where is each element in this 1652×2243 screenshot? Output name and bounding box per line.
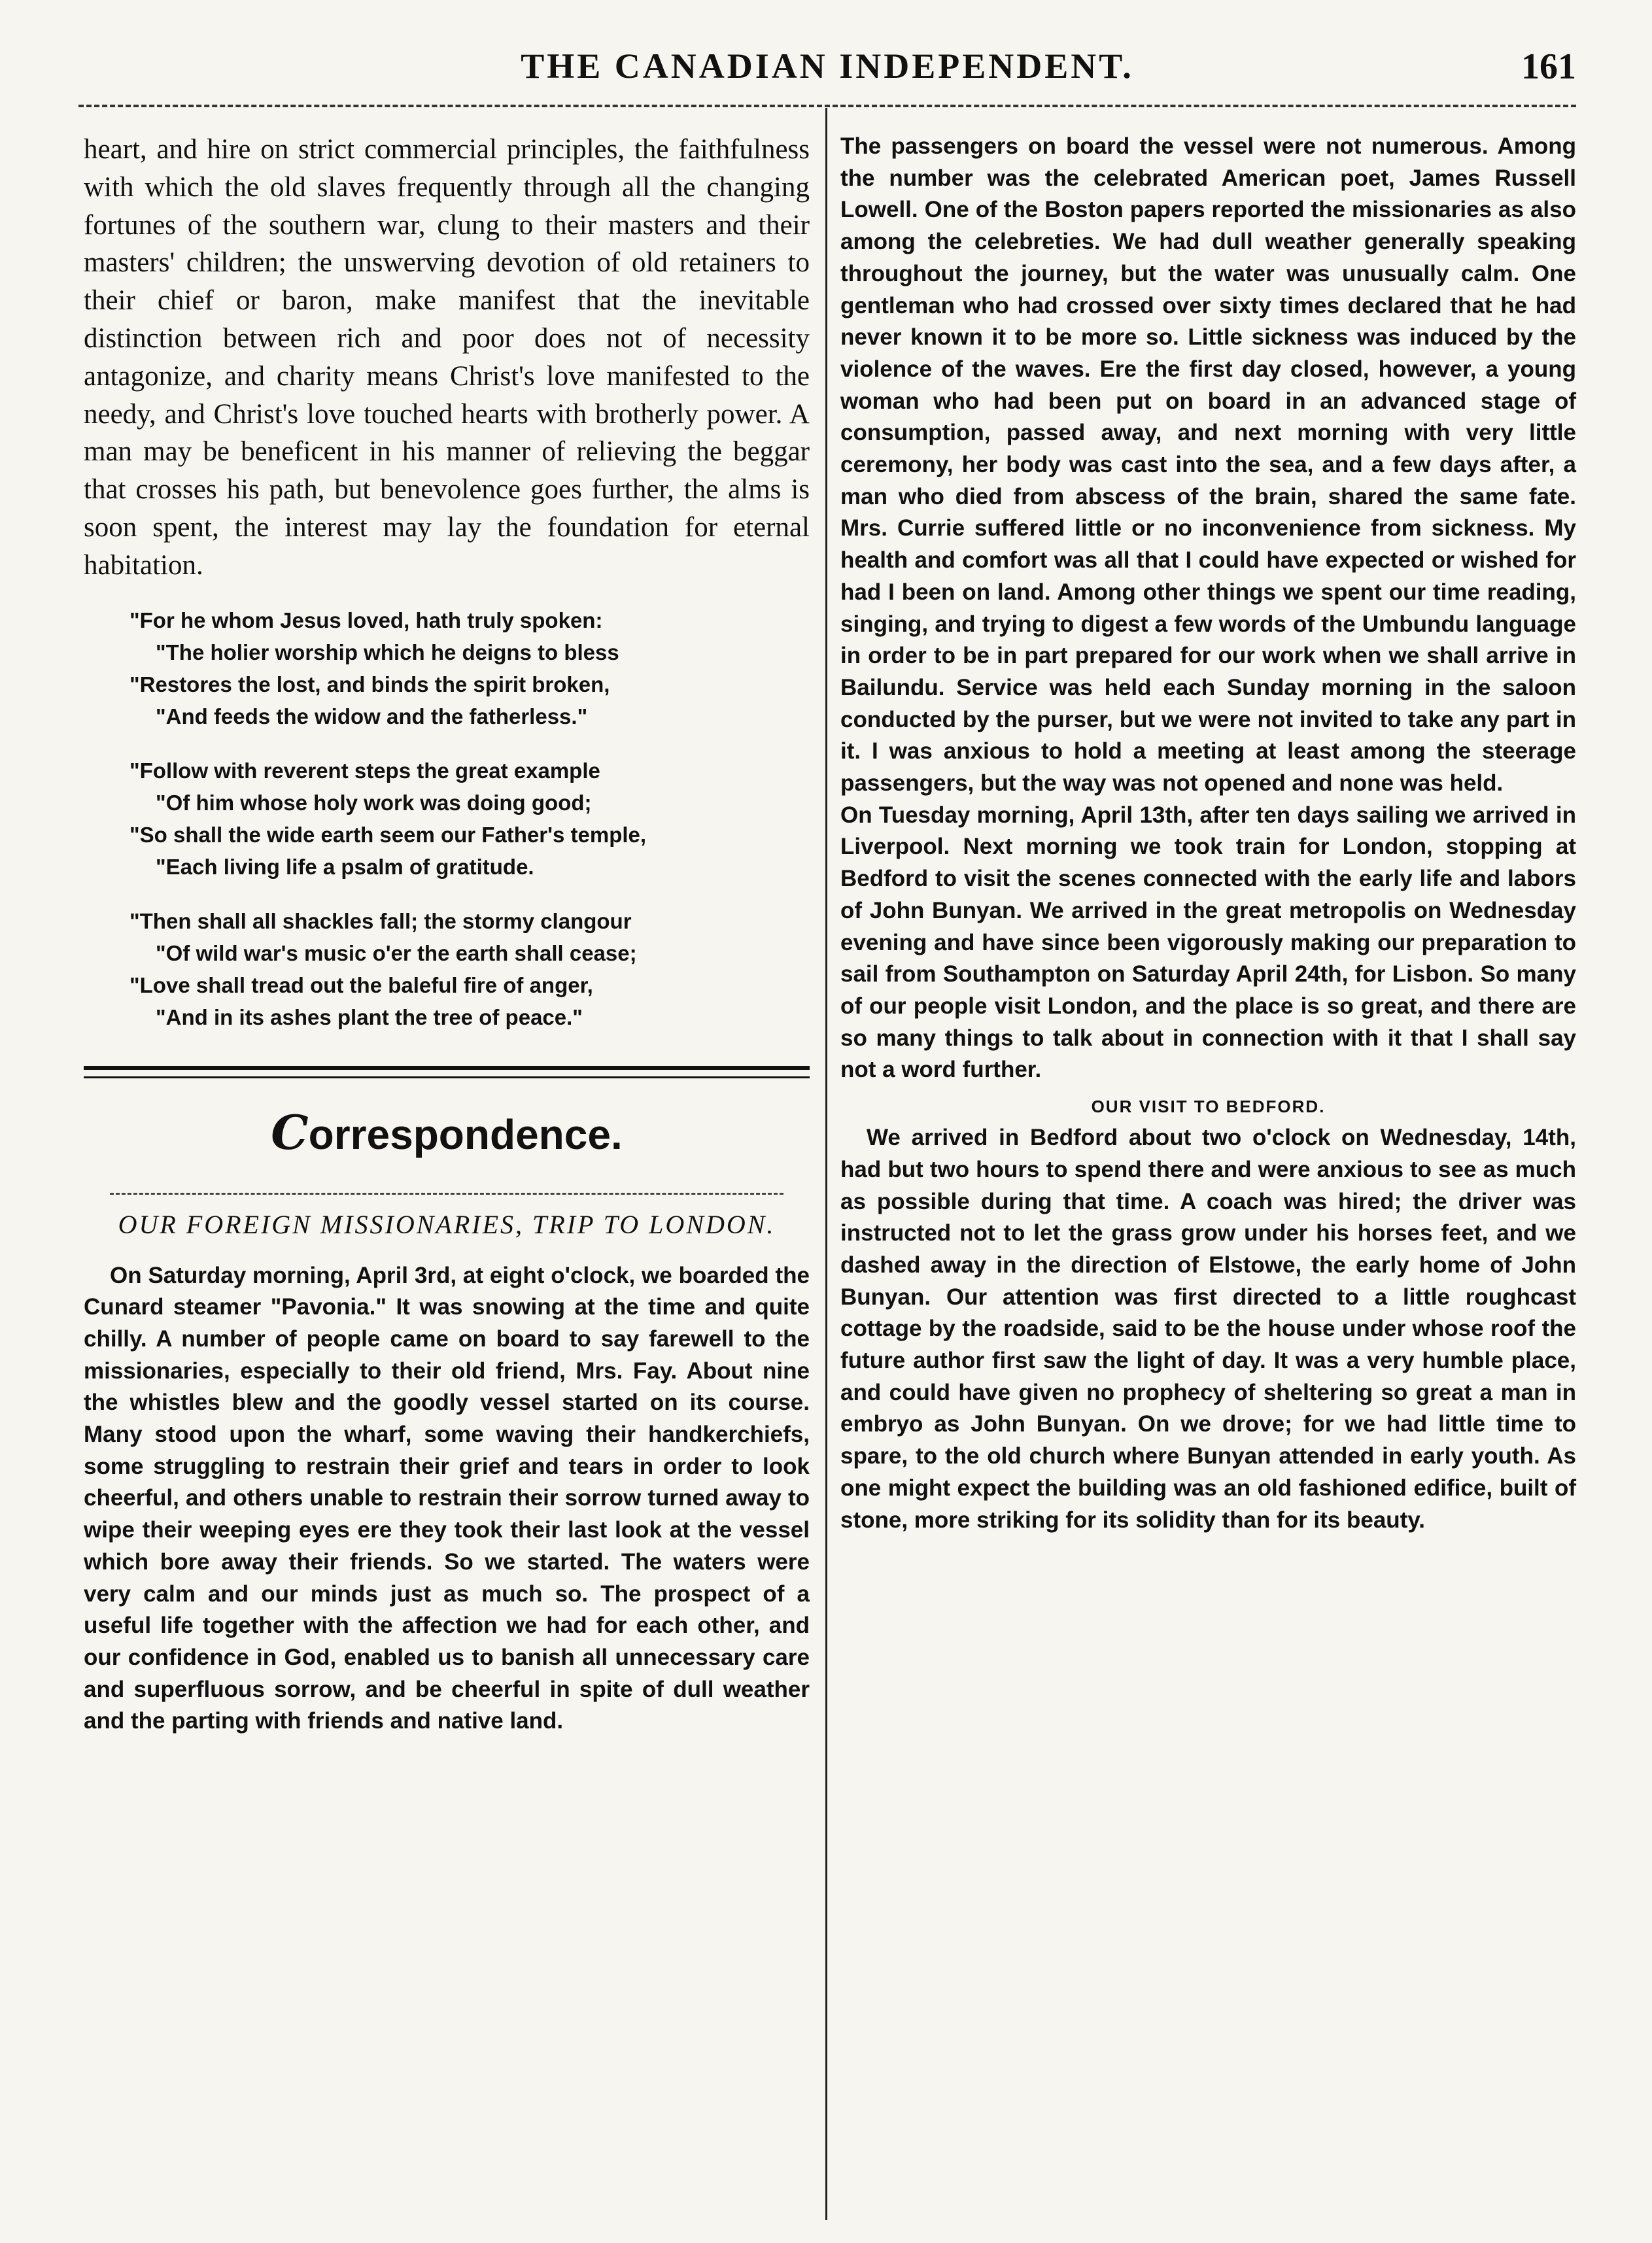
page-number: 161 xyxy=(1521,46,1576,87)
poem-line: "Restores the lost, and binds the spirit broken, xyxy=(129,672,610,696)
poem-line: "Follow with reverent steps the great example xyxy=(129,758,600,783)
poem-stanza xyxy=(129,604,810,732)
article-title: OUR FOREIGN MISSIONARIES, TRIP TO LONDON. xyxy=(118,1209,776,1239)
poem-line: "And in its ashes plant the tree of peace." xyxy=(156,1004,583,1029)
page-header xyxy=(78,46,1576,98)
poem-line: "Of wild war's music o'er the earth shall cease; xyxy=(156,940,637,965)
poem-line: "For he whom Jesus loved, hath truly spoken: xyxy=(129,608,603,632)
section-title xyxy=(84,1104,810,1160)
poem-line: "So shall the wide earth seem our Father's temple, xyxy=(129,822,647,847)
article-paragraph: On Saturday morning, April 3rd, at eight o'clock, we boarded the Cunard steamer "Pavonia." It was snowing at the time and quite chilly. A number of people came on board to say farewell to the missionaries, especially to their old friend, Mrs. Fay. About nine the whistles blew and the goodly vessel started on its course. Many stood upon the wharf, some waving their handkerchiefs, some struggling to restrain their grief and tears in order to look cheerful, and others unable to restrain their sorrow turned away to wipe their weeping eyes ere they took their last look at the vessel which bore away their friends. So we started. The waters were very calm and our minds just as much so. The prospect of a useful life together with the affection we had for each other, and our confidence in God, enabled us to banish all unnecessary care and superfluous sorrow, and be cheerful in spite of dull weather and the parting with friends and native land. xyxy=(84,1262,810,1734)
paragraph-passengers: The passengers on board the vessel were not numerous. Among the number was the celebrated American poet, James Russell Lowell. One of the Boston papers reported the missionaries as also among the celebreties. We had dull weather generally speaking throughout the journey, but the water was unusually calm. One gentleman who had crossed over sixty times declared that he had never known it to be more so. Little sickness was induced by the violence of the waves. Ere the first day closed, however, a young woman who had been put on board in an advanced stage of consumption, passed away, and next morning with very little ceremony, her body was cast into the sea, and a few days after, a man who died from abscess of the brain, shared the same fate. Mrs. Currie suffered little or no inconvenience from sickness. My health and comfort was all that I could have expected or wished for had I been on land. Among other things we spent our time reading, singing, and trying to digest a few words of the Umbundu language in order to be in part prepared for our work when we shall arrive in Bailundu. Service was held each Sunday morning in the saloon conducted by the purser, but we were not invited to take any part in it. I was anxious to hold a meeting at least among the steerage passengers, but the way was not opened and none was held. xyxy=(840,133,1576,796)
right-column xyxy=(840,131,1576,1536)
poem-line: "The holier worship which he deigns to bless xyxy=(156,640,619,664)
poem-line: "Of him whose holy work was doing good; xyxy=(156,790,592,815)
poem-line: "And feeds the widow and the fatherless." xyxy=(156,704,588,728)
left-column xyxy=(84,131,810,1738)
section-title-initial: C xyxy=(271,1104,309,1160)
dashed-rule xyxy=(110,1193,783,1195)
section-title-text: orrespondence. xyxy=(308,1110,623,1158)
paragraph-bedford: We arrived in Bedford about two o'clock on Wednesday, 14th, had but two hours to spend there and were anxious to see as much as possible during that time. A coach was hired; the driver was instructed not to let the grass grow under his horses feet, and we dashed away in the direction of Elstowe, the early home of John Bunyan. Our attention was first directed to a little roughcast cottage by the roadside, said to be the house under whose roof the future author first saw the light of day. It was a very humble place, and could have given no prophecy of sheltering so great a man in embryo as John Bunyan. On we drove; for we had little time to spare, to the old church where Bunyan attended in early youth. As one might expect the building was an old fashioned edifice, built of stone, more striking for its solidity than for its beauty. xyxy=(840,1125,1576,1533)
publication-title: THE CANADIAN INDEPENDENT. xyxy=(521,46,1134,86)
poem-stanza xyxy=(129,905,810,1033)
poem-line: "Love shall tread out the baleful fire of anger, xyxy=(129,972,593,997)
column-divider xyxy=(825,108,827,2220)
poem-line: "Then shall all shackles fall; the stormy clangour xyxy=(129,908,632,933)
paragraph-liverpool: On Tuesday morning, April 13th, after ten days sailing we arrived in Liverpool. Next morning we took train for London, stopping at Bedford to visit the scenes connected with the early life and labors of John Bunyan. We arrived in the great metropolis on Wednesday evening and have since been vigorously making our preparation to sail from Southampton on Saturday April 24th, for Lisbon. So many of our people visit London, and the place is so great, and there are so many things to talk about in connection with it that I shall say not a word further. xyxy=(840,802,1576,1083)
subhead-bedford: OUR VISIT TO BEDFORD. xyxy=(1091,1097,1326,1117)
section-divider xyxy=(84,1066,810,1078)
intro-paragraph: heart, and hire on strict commercial principles, the faithfulness with which the old slaves frequently through all the changing fortunes of the southern war, clung to their masters and their masters' children; the unswerving devotion of old retainers to their chief or baron, make manifest that the inevitable distinction between rich and poor does not of necessity antagonize, and charity means Christ's love manifested to the needy, and Christ's love touched hearts with brotherly power. A man may be beneficent in his manner of relieving the beggar that crosses his path, but benevolence goes further, the alms is soon spent, the interest may lay the foundation for eternal habitation. xyxy=(84,134,810,581)
poem xyxy=(129,604,810,1033)
header-rule xyxy=(78,105,1576,107)
poem-line: "Each living life a psalm of gratitude. xyxy=(156,854,534,879)
poem-stanza xyxy=(129,755,810,883)
